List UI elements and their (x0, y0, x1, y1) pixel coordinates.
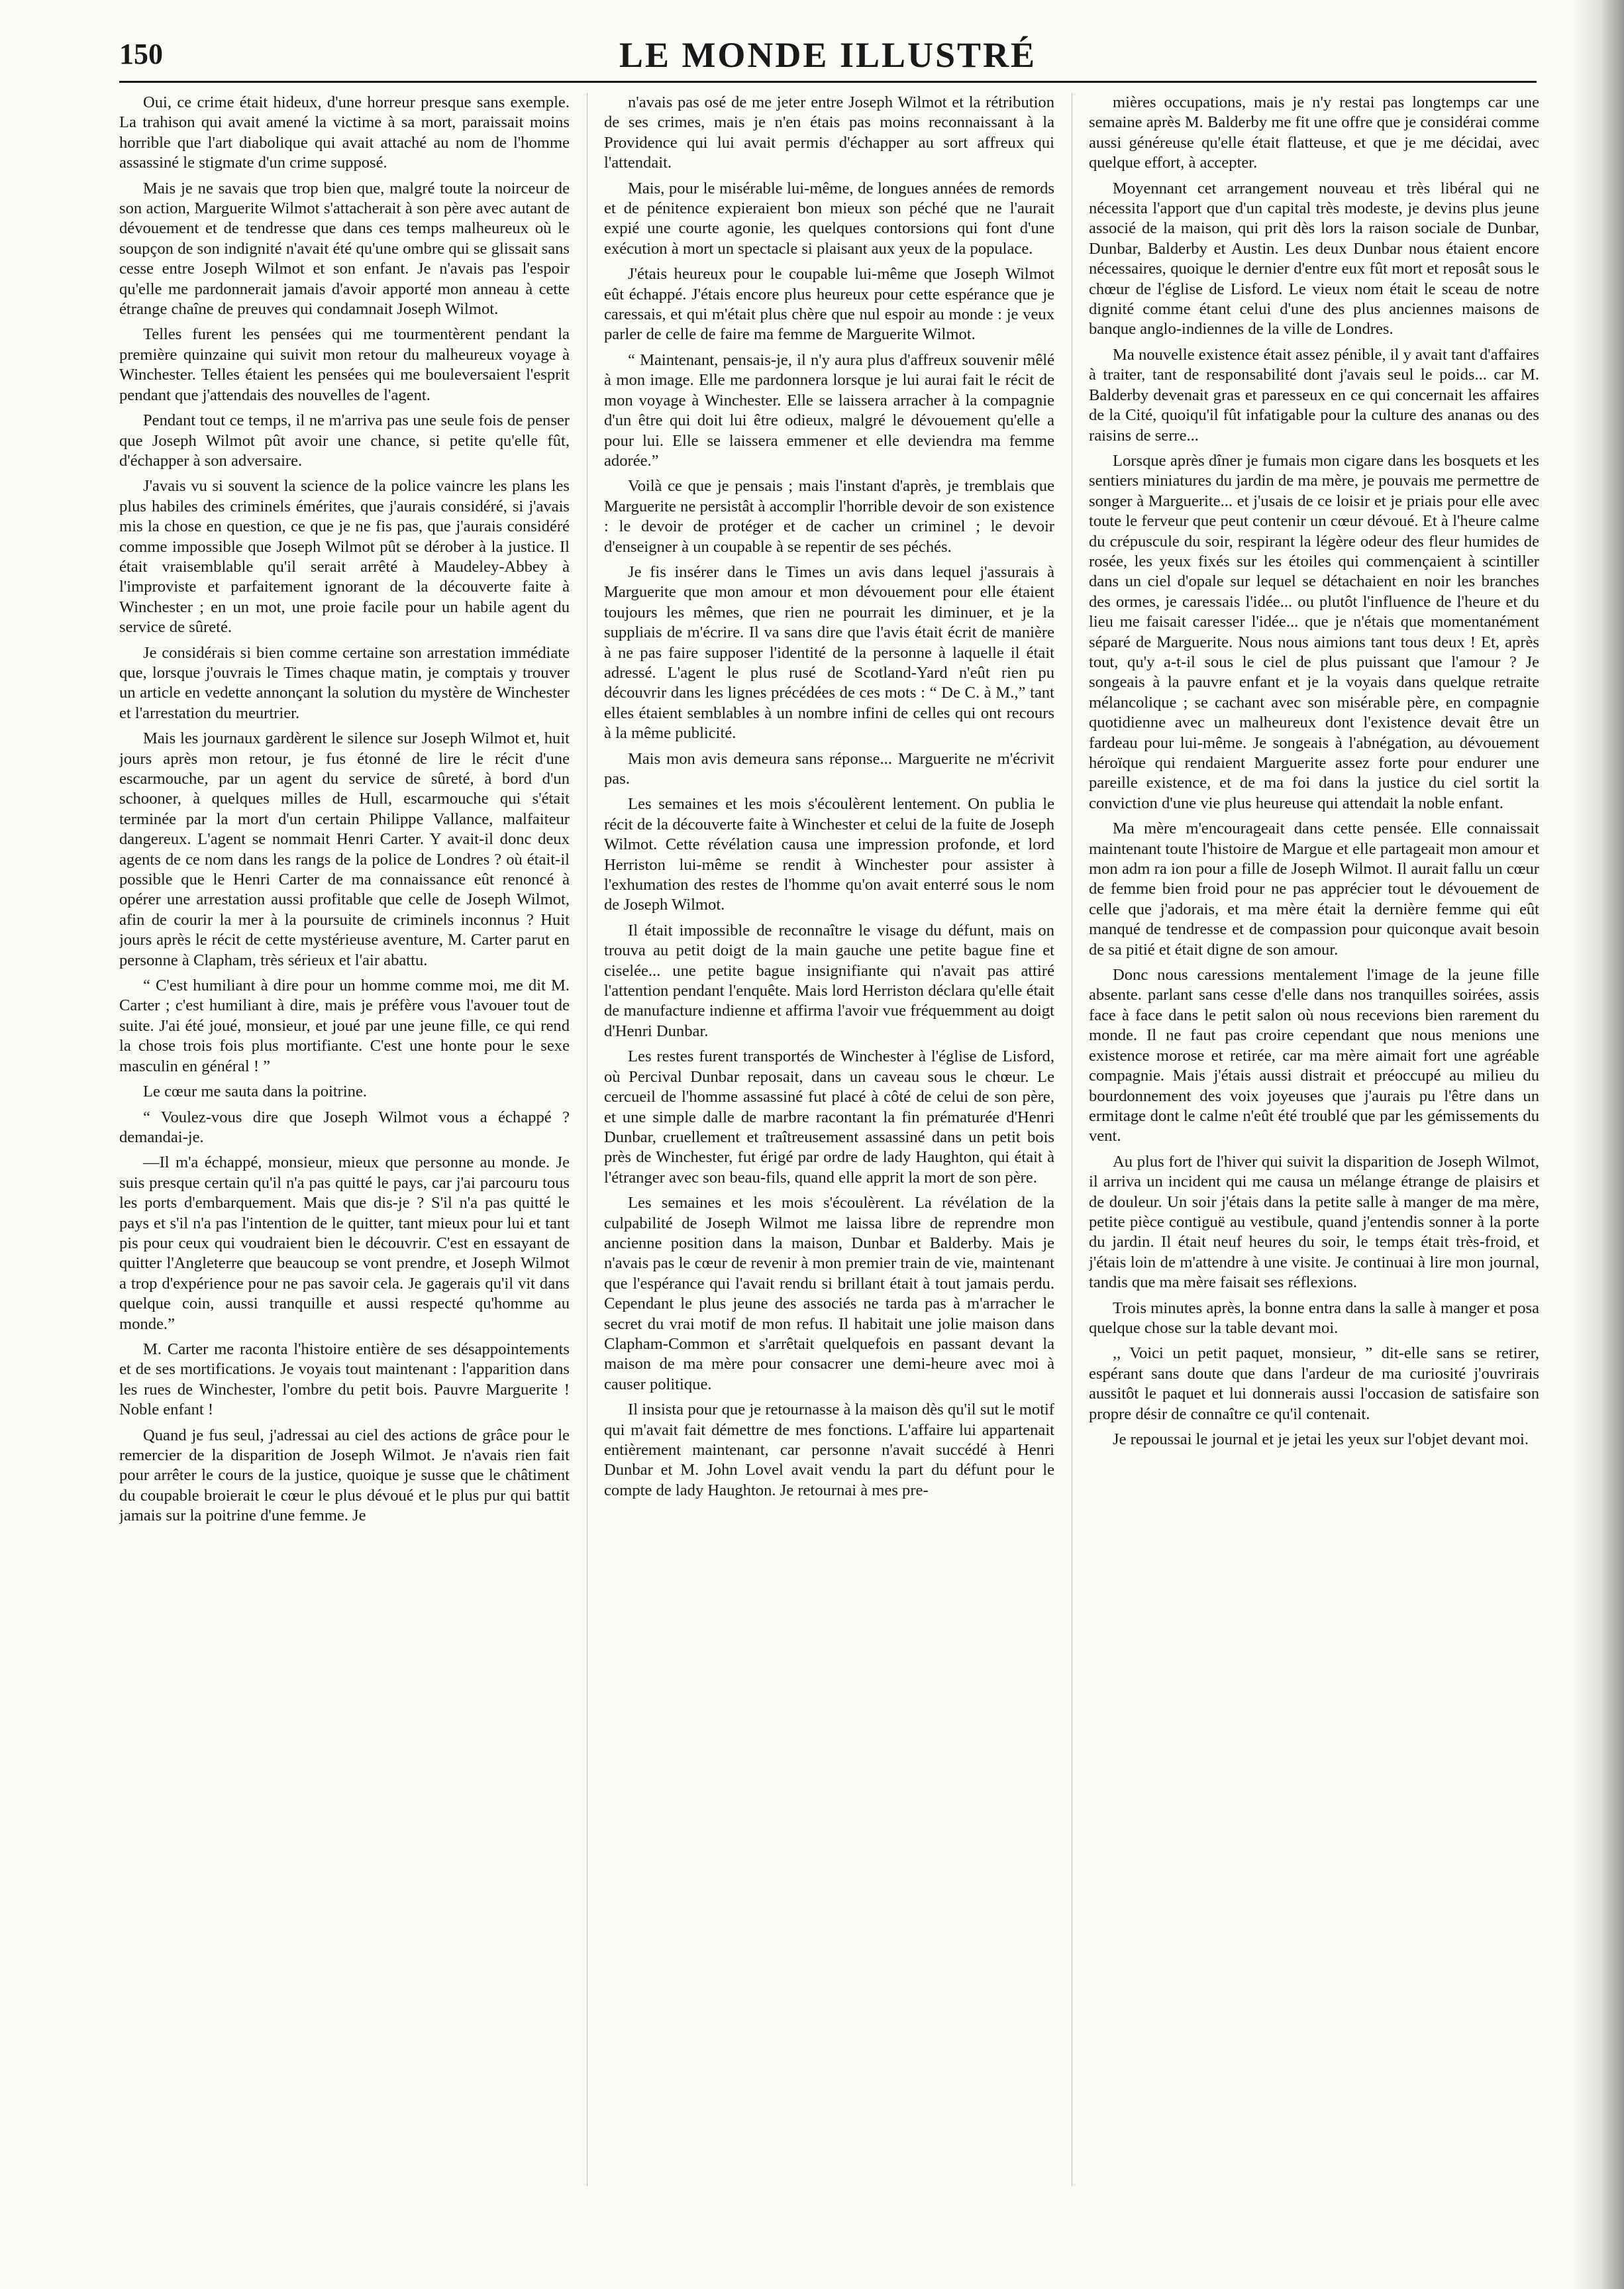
paragraph: ,, Voici un petit paquet, monsieur, ” dit-elle sans se retirer, espérant sans doute que dans l'ardeur de ma curiosité j'ouvrirais aussitôt le paquet et lui donnerais aussi l'occasion de satisfaire son propre désir de connaître ce qu'il contenait. (1089, 1344, 1539, 1423)
paragraph: Moyennant cet arrangement nouveau et très libéral qui ne nécessita l'apport que d'un capital très modeste, je devins plus jeune associé de la maison, qui prit dès lors la raison sociale de Dunbar, Dunbar, Balderby et Austin. Les deux Dunbar nous étaient encore nécessaires, quoique le dernier d'entre eux fût mort et reposât sous le chœur de l'église de Lisford. Le vieux nom était le sceau de notre dignité comme étant celui d'une des plus anciennes maisons de banque anglo-indiennes de la ville de Londres. (1089, 179, 1539, 339)
page-number: 150 (119, 38, 163, 70)
paragraph: M. Carter me raconta l'histoire entière de ses désappointements et de ses mortifications. Je voyais tout maintenant : l'apparition dans les rues de Winchester, l'ombre du petit bois. Pauvre Marguerite ! Noble enfant ! (119, 1340, 570, 1419)
paragraph: Les restes furent transportés de Winchester à l'église de Lisford, où Percival Dunbar reposait, dans un caveau sous le chœur. Le cercueil de l'homme assassiné fut placé à côté de celui de son père, et une simple dalle de marbre racontant la fin prématurée d'Henri Dunbar, cruellement et traîtreusement assassiné dans un petit bois près de Winchester, fut érigé par ordre de lady Haughton, qui était à l'étranger avec son beau-fils, quand elle apprit la mort de son père. (604, 1047, 1054, 1187)
paragraph: J'étais heureux pour le coupable lui-même que Joseph Wilmot eût échappé. J'étais encore plus heureux pour cette espérance que je caressais, et qui m'était plus chère que nul espoir au monde : je veux parler de celle de faire ma femme de Marguerite Wilmot. (604, 265, 1054, 344)
paragraph: Les semaines et les mois s'écoulèrent. La révélation de la culpabilité de Joseph Wilmot me laissa libre de reprendre mon ancienne position dans la maison, Dunbar et Balderby. Mais je n'avais pas le cœur de revenir à mon premier train de vie, maintenant que l'espérance qui l'avait rendu si brillant était à tout jamais perdu. Cependant le plus jeune des associés ne tarda pas à m'arracher le secret du vrai motif de mon refus. Il habitait une jolie maison dans Clapham-Common et s'arrêtait quelquefois en passant devant la maison de ma mère pour consacrer une demi-heure avec moi à causer politique. (604, 1194, 1054, 1393)
paragraph: “ Voulez-vous dire que Joseph Wilmot vous a échappé ? demandai-je. (119, 1108, 570, 1146)
page-header (119, 34, 1537, 78)
paragraph: Je considérais si bien comme certaine son arrestation immédiate que, lorsque j'ouvrais le Times chaque matin, je comptais y trouver un article en vedette annonçant la solution du mystère de Winchester et l'arrestation du meurtrier. (119, 643, 570, 722)
paragraph: Mais les journaux gardèrent le silence sur Joseph Wilmot et, huit jours après mon retour, je fus étonné de lire le récit d'une escarmouche, par un agent du service de sûreté, à bord d'un schooner, à quelques milles de Hull, escarmouche qui s'était terminée par la mort d'un certain Philippe Vallance, malfaiteur dangereux. L'agent se nommait Henri Carter. Y avait-il donc deux agents de ce nom dans les rangs de la police de Londres ? où était-il possible que le Henri Carter de ma connaissance eût renoncé à opérer une arrestation aussi profitable que celle de Joseph Wilmot, afin de courir la mer à la poursuite de criminels inconnus ? Huit jours après le récit de cette mystérieuse aventure, M. Carter parut en personne à Clapham, très sérieux et l'air abattu. (119, 729, 570, 969)
paragraph: J'avais vu si souvent la science de la police vaincre les plans les plus habiles des criminels émérites, que j'aurais considéré, si j'avais mis la chose en question, ce que je ne fis pas, que j'aurais considéré comme impossible que Joseph Wilmot pût se dérober à la justice. Il était vraisemblable qu'il serait arrêté à Maudeley-Abbey à l'improviste et parfaitement ignorant de la découverte faite à Winchester ; en un mot, une proie facile pour un habile agent du service de sûreté. (119, 477, 570, 637)
paragraph: —Il m'a échappé, monsieur, mieux que personne au monde. Je suis presque certain qu'il n'a pas quitté le pays, car j'ai parcouru tous les ports d'embarquement. Mais que dis-je ? S'il n'a pas quitté le pays et s'il n'a pas l'intention de le quitter, tant mieux pour lui et tant pis pour ceux qui voudraient bien le découvrir. C'est en essayant de quitter l'Angleterre que beaucoup se vont prendre, et Joseph Wilmot a trop d'expérience pour ne pas savoir cela. Je gagerais qu'il vit dans quelque coin, aussi tranquille et aussi respecté qu'homme au monde.” (119, 1153, 570, 1333)
paragraph: Mais je ne savais que trop bien que, malgré toute la noirceur de son action, Marguerite Wilmot s'attacherait à son père avec autant de dévouement et de tendresse que dans ces temps malheureux où le soupçon de son indignité n'avait été qu'une ombre qui se glissait sans cesse entre Joseph Wilmot et son enfant. Je n'avais pas l'espoir qu'elle me pardonnerait jamais d'avoir apporté mon anneau à cette étrange chaîne de preuves qui condamnait Joseph Wilmot. (119, 179, 570, 319)
paragraph: Je fis insérer dans le Times un avis dans lequel j'assurais à Marguerite que mon amour et mon dévouement pour elle étaient toujours les mêmes, que rien ne pourrait les diminuer, et je la suppliais de m'écrire. Il va sans dire que l'avis était écrit de manière à ne pas faire supposer l'identité de la personne à laquelle il était adressé. L'agent le plus rusé de Scotland-Yard n'eût rien pu découvrir dans les lignes précédées de ces mots : “ De C. à M.,” tant elles étaient semblables à un nombre infini de celles qui ont recours à la même publicité. (604, 562, 1054, 743)
paragraph: Lorsque après dîner je fumais mon cigare dans les bosquets et les sentiers miniatures du jardin de ma mère, je pouvais me permettre de songer à Marguerite... et j'usais de ce loisir et je priais pour elle avec toute le ferveur que peut contenir un cœur dévoué. Et à l'heure calme du crépuscule du soir, respirant la légère odeur des fleur humides de rosée, les yeux fixés sur les étoiles qui commençaient à scintiller dans un ciel d'opale sur lequel se détachaient en noir les branches des ormes, je caressais l'idée... ou plutôt l'influence de l'heure et du lieu me faisait caresser l'idée... que je n'étais que momentanément séparé de Marguerite. Nous nous aimions tant tous deux ! Et, après tout, qu'y a-t-il sous le ciel de plus puissant que l'amour ? Je songeais à la pauvre enfant et je la voyais dans quelque retraite mélancolique ; se cachant avec son misérable père, en compagnie quotidienne avec un malheureux dont l'existence devait être un fardeau pour lui-même. Je songeais à l'abnégation, au dévouement héroïque qui rendaient Marguerite assez forte pour endurer une pareille existence, et de ma foi dans la justice du ciel sortit la conviction d'une vie plus heureuse qui attendait la noble enfant. (1089, 451, 1539, 812)
masthead-title: LE MONDE ILLUSTRÉ (619, 35, 1037, 75)
paragraph: Telles furent les pensées qui me tourmentèrent pendant la première quinzaine qui suivit mon retour du malheureux voyage à Winchester. Telles étaient les pensées qui me bouleversaient l'esprit pendant que j'attendais des nouvelles de l'agent. (119, 325, 570, 404)
paragraph: “ C'est humiliant à dire pour un homme comme moi, me dit M. Carter ; c'est humiliant à dire, mais je préfère vous l'avouer tout de suite. J'ai été joué, monsieur, et joué par une jeune fille, ce qui rend la chose trois fois plus mortifiante. C'est une honte pour le sexe masculin en général ! ” (119, 977, 570, 1075)
paragraph: Voilà ce que je pensais ; mais l'instant d'après, je tremblais que Marguerite ne persistât à accomplir l'horrible devoir de son existence : le devoir de protéger et de cacher un criminel ; le devoir d'enseigner à un coupable à se repentir de ses péchés. (604, 477, 1054, 556)
text-column-1 (119, 93, 570, 2200)
page-edge-shade (1571, 0, 1624, 2289)
paragraph: Au plus fort de l'hiver qui suivit la disparition de Joseph Wilmot, il arriva un incident qui me causa un mélange étrange de plaisirs et de douleur. Un soir j'étais dans la petite salle à manger de ma mère, petite pièce contiguë au vestibule, quand j'entendis sonner à la porte du jardin. Il était neuf heures du soir, le temps était très-froid, et j'étais loin de m'attendre à une visite. Je continuai à lire mon journal, tandis que ma mère faisait ses réflexions. (1089, 1152, 1539, 1292)
paragraph: Ma mère m'encourageait dans cette pensée. Elle connaissait maintenant toute l'histoire de Margue et elle partageait mon amour et mon adm ra ion pour a fille de Joseph Wilmot. Il aurait fallu un cœur de femme bien froid pour ne pas apprécier tout le dévouement de celle que j'adorais, et ma mère était la dernière femme qui eût manqué de tendresse et de compassion pour quiconque avait besoin de sa pitié et était digne de son amour. (1089, 820, 1539, 959)
paragraph: Je repoussai le journal et je jetai les yeux sur l'objet devant moi. (1113, 1430, 1529, 1448)
paragraph: Il insista pour que je retournasse à la maison dès qu'il sut le motif qui m'avait fait démettre de mes fonctions. L'affaire lui appartenait entièrement maintenant, car personne n'avait succédé à Henri Dunbar et M. John Lovel avait vendu la part du défunt pour le compte de lady Haughton. Je retournai à mes pre- (604, 1401, 1054, 1499)
paragraph: Mais, pour le misérable lui-même, de longues années de remords et de pénitence expieraient bon mieux son péché que ne l'aurait expié une courte agonie, les quelques contorsions qui font d'une exécution à mort un spectacle si plaisant aux yeux de la populace. (604, 179, 1054, 258)
paragraph: Trois minutes après, la bonne entra dans la salle à manger et posa quelque chose sur la table devant moi. (1089, 1299, 1539, 1337)
paragraph: “ Maintenant, pensais-je, il n'y aura plus d'affreux souvenir mêlé à mon image. Elle me pardonnera lorsque je lui aurai fait le récit de mon voyage à Winchester. Elle se laissera arracher à la compagnie d'un être qui doit lui être odieux, malgré le dévouement qu'elle a pour lui. Elle se laissera emmener et elle deviendra ma femme adorée.” (604, 350, 1054, 470)
text-column-3 (1089, 93, 1539, 2200)
paragraph: Le cœur me sauta dans la poitrine. (143, 1083, 368, 1101)
paragraph: Oui, ce crime était hideux, d'une horreur presque sans exemple. La trahison qui avait amené la victime à sa mort, paraissait moins horrible que l'art diabolique qui avait attaché au nom de l'homme assassiné le stigmate d'un crime supposé. (119, 93, 570, 172)
paragraph: Quand je fus seul, j'adressai au ciel des actions de grâce pour le remercier de la disparition de Joseph Wilmot. Je n'avais rien fait pour arrêter le cours de la justice, quoique je susse que le châtiment du coupable broierait le cœur le plus dévoué et le plus pur qui battit jamais sur la poitrine d'une femme. Je (119, 1426, 570, 1525)
text-column-2 (604, 93, 1054, 2200)
page-edge-shadow (1571, 0, 1624, 2289)
paragraph: Il était impossible de reconnaître le visage du défunt, mais on trouva au petit doigt de la main gauche une petite bague fine et ciselée... une petite bague insignifiante qui n'avait pas attiré l'attention pendant l'enquête. Mais lord Herriston déclara qu'elle était de manufacture indienne et affirma l'avoir vue fréquemment au doigt d'Henri Dunbar. (604, 921, 1054, 1040)
paragraph: Les semaines et les mois s'écoulèrent lentement. On publia le récit de la découverte faite à Winchester et celui de la fuite de Joseph Wilmot. Cette révélation causa une impression profonde, et lord Herriston lui-même se rendit à Winchester pour assister à l'exhumation des restes de l'homme qu'on avait enterré sous le nom de Joseph Wilmot. (604, 795, 1054, 914)
paragraph: Mais mon avis demeura sans réponse... Marguerite ne m'écrivit pas. (604, 749, 1054, 788)
paragraph: Donc nous caressions mentalement l'image de la jeune fille absente. parlant sans cesse d'elle dans nos tranquilles soirées, assis face à face dans le petit salon où nous recevions bien rarement du monde. Il ne faut pas croire cependant que nous menions une existence morose et retirée, car ma mère aimait fort une agréable compagnie. Mais j'étais aussi distrait et préoccupé au milieu du bourdonnement des voix joyeuses que j'aurais pu l'être dans un ermitage dont le calme n'eût été troublé que par les gémissements du vent. (1089, 966, 1539, 1145)
paragraph: n'avais pas osé de me jeter entre Joseph Wilmot et la rétribution de ses crimes, mais je n'en étais pas moins reconnaissant à la Providence qui lui avait permis d'échapper au sort affreux qui l'attendait. (604, 93, 1054, 172)
paragraph: mières occupations, mais je n'y restai pas longtemps car une semaine après M. Balderby me fit une offre que je considérai comme aussi généreuse qu'elle était flatteuse, et que je me décidai, avec quelque effort, à accepter. (1089, 93, 1539, 172)
header-rule (119, 81, 1537, 83)
paragraph: Pendant tout ce temps, il ne m'arriva pas une seule fois de penser que Joseph Wilmot pût avoir une chance, si petite qu'elle fût, d'échapper à son adversaire. (119, 411, 570, 470)
paragraph: Ma nouvelle existence était assez pénible, il y avait tant d'affaires à traiter, tant de responsabilité dont j'avais seul le poids... car M. Balderby devenait gras et paresseux en ce qui concernait les affaires de la Cité, quoiqu'il fût infatigable pour la culture des ananas ou des raisins de serre... (1089, 345, 1539, 445)
